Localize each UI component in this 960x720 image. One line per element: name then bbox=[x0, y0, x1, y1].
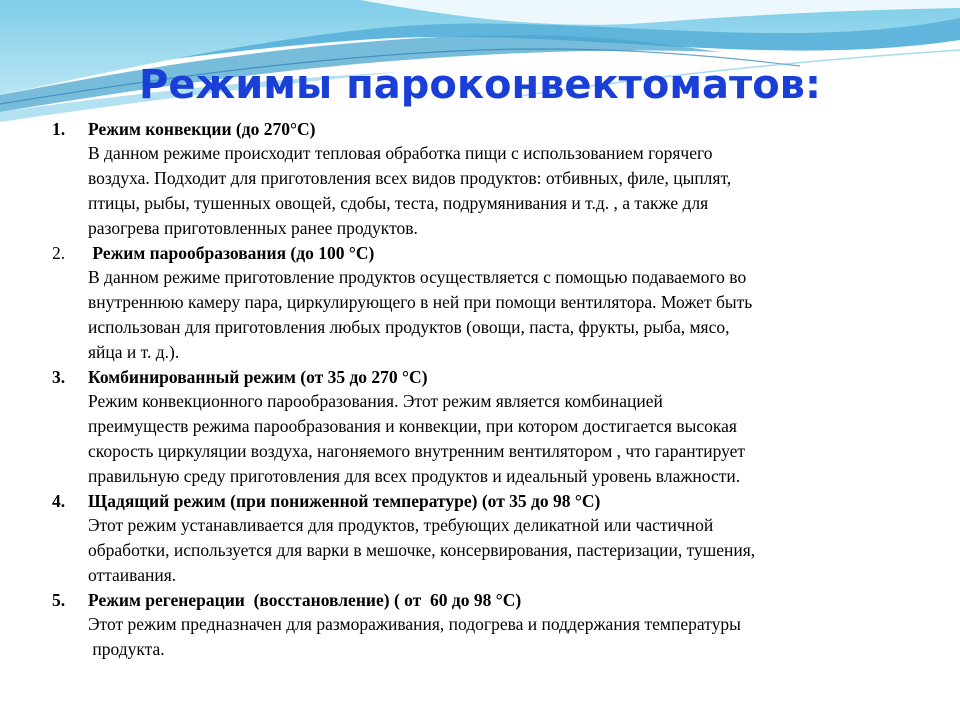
list-item-1 bbox=[52, 117, 912, 241]
item-heading: Режим регенерации (восстановление) ( от 60 до 98 °С) bbox=[88, 590, 522, 610]
description-line: обработки, используется для варки в мешочке, консервирования, пастеризации, тушения, bbox=[88, 540, 756, 560]
list-item-3 bbox=[52, 365, 912, 489]
page-title: Режимы пароконвектоматов: bbox=[139, 62, 821, 108]
item-number: 2. bbox=[52, 243, 66, 263]
item-description bbox=[52, 389, 912, 489]
description-line: воздуха. Подходит для приготовления всех видов продуктов: отбивных, филе, цыплят, bbox=[88, 168, 732, 188]
description-line: использован для приготовления любых продуктов (овощи, паста, фрукты, рыба, мясо, bbox=[88, 317, 730, 337]
list-item-4 bbox=[52, 489, 912, 588]
description-line: внутреннюю камеру пара, циркулирующего в ней при помощи вентилятора. Может быть bbox=[88, 292, 753, 312]
item-number: 5. bbox=[52, 590, 66, 610]
item-description bbox=[52, 265, 912, 365]
item-description bbox=[52, 513, 912, 588]
modes-list bbox=[52, 117, 912, 662]
description-line: скорость циркуляции воздуха, нагоняемого внутренним вентилятором , что гарантирует bbox=[88, 441, 746, 461]
item-number: 1. bbox=[52, 119, 66, 139]
list-item-2 bbox=[52, 241, 912, 365]
description-line: продукта. bbox=[88, 639, 165, 659]
description-line: птицы, рыбы, тушенных овощей, сдобы, теста, подрумянивания и т.д. , а также для bbox=[88, 193, 709, 213]
item-heading: Режим парообразования (до 100 °С) bbox=[88, 243, 375, 263]
item-description bbox=[52, 141, 912, 241]
description-line: преимуществ режима парообразования и конвекции, при котором достигается высокая bbox=[88, 416, 737, 436]
item-number: 3. bbox=[52, 367, 66, 387]
description-line: Режим конвекционного парообразования. Этот режим является комбинацией bbox=[88, 391, 663, 411]
description-line: правильную среду приготовления для всех продуктов и идеальный уровень влажности. bbox=[88, 466, 741, 486]
item-heading: Щадящий режим (при пониженной температуре) (от 35 до 98 °С) bbox=[88, 491, 601, 511]
description-line: В данном режиме происходит тепловая обработка пищи с использованием горячего bbox=[88, 143, 713, 163]
list-item-5 bbox=[52, 588, 912, 662]
description-line: В данном режиме приготовление продуктов осуществляется с помощью подаваемого во bbox=[88, 267, 747, 287]
description-line: яйца и т. д.). bbox=[88, 342, 180, 362]
item-number: 4. bbox=[52, 491, 66, 511]
description-line: Этот режим предназначен для размораживания, подогрева и поддержания температуры bbox=[88, 614, 741, 634]
item-heading: Режим конвекции (до 270°С) bbox=[88, 119, 316, 139]
description-line: разогрева приготовленных ранее продуктов. bbox=[88, 218, 418, 238]
description-line: Этот режим устанавливается для продуктов, требующих деликатной или частичной bbox=[88, 515, 714, 535]
description-line: оттаивания. bbox=[88, 565, 177, 585]
item-heading: Комбинированный режим (от 35 до 270 °С) bbox=[88, 367, 428, 387]
item-description bbox=[52, 612, 912, 662]
